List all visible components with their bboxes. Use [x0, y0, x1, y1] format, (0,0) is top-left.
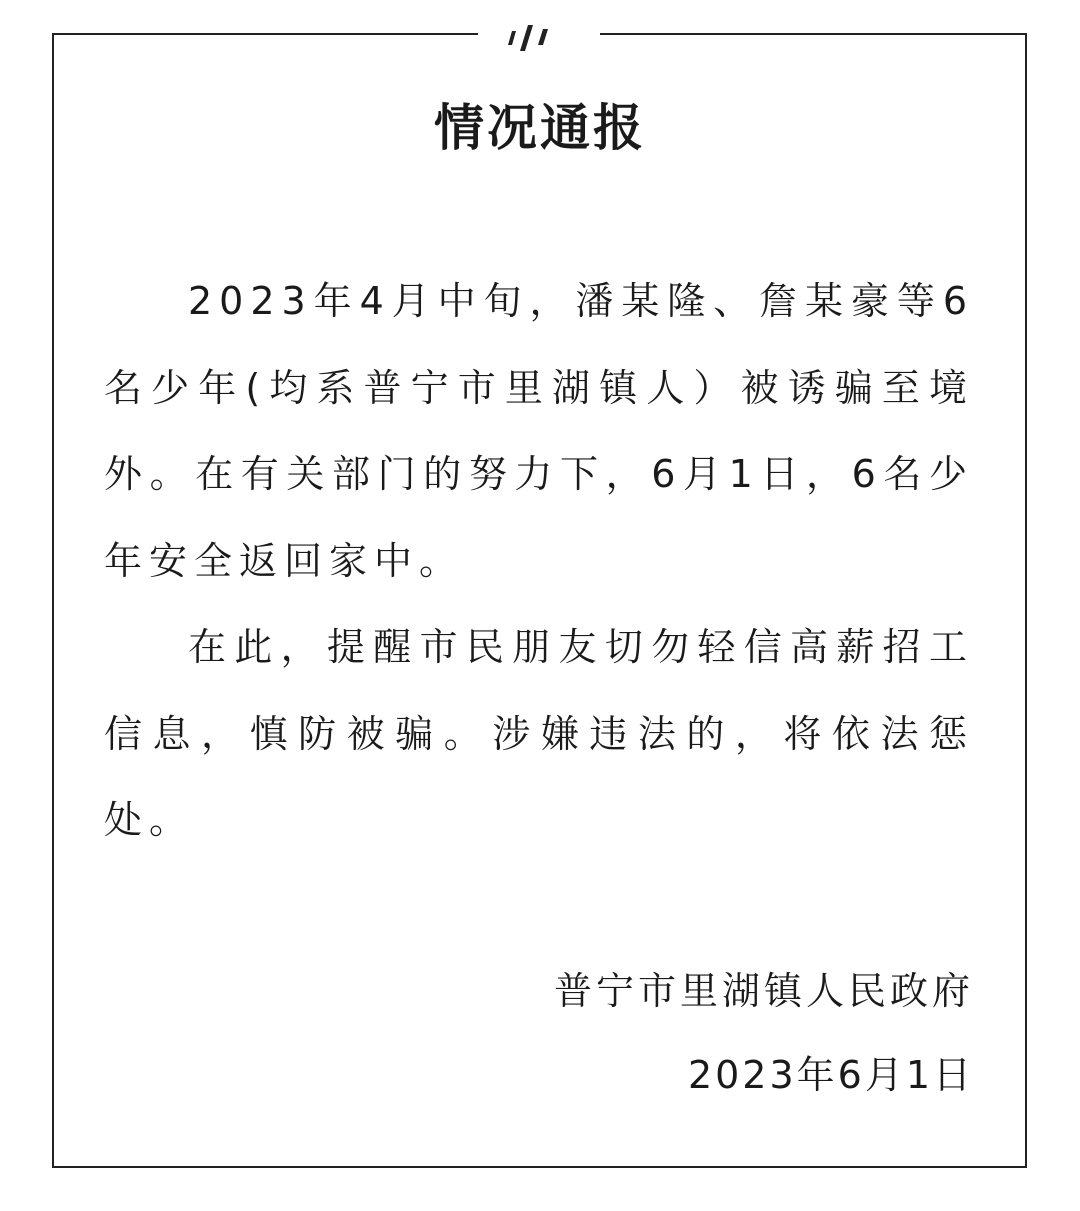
notice-paragraph: 2023年4月中旬，潘某隆、詹某豪等6名少年(均系普宁市里湖镇人）被诱骗至境外。在有关部门的努力下，6月1日，6名少年安全返回家中。 [104, 279, 974, 583]
issuer-signature: 普宁市里湖镇人民政府 [553, 969, 974, 1013]
notice-paragraph: 在此，提醒市民朋友切勿轻信高薪招工信息，慎防被骗。涉嫌违法的，将依法惩处。 [104, 625, 974, 842]
notice-body [104, 258, 974, 864]
slash-logo-icon [478, 18, 600, 52]
notice-title: 情况通报 [434, 99, 646, 157]
issue-date: 2023年6月1日 [687, 1053, 974, 1097]
